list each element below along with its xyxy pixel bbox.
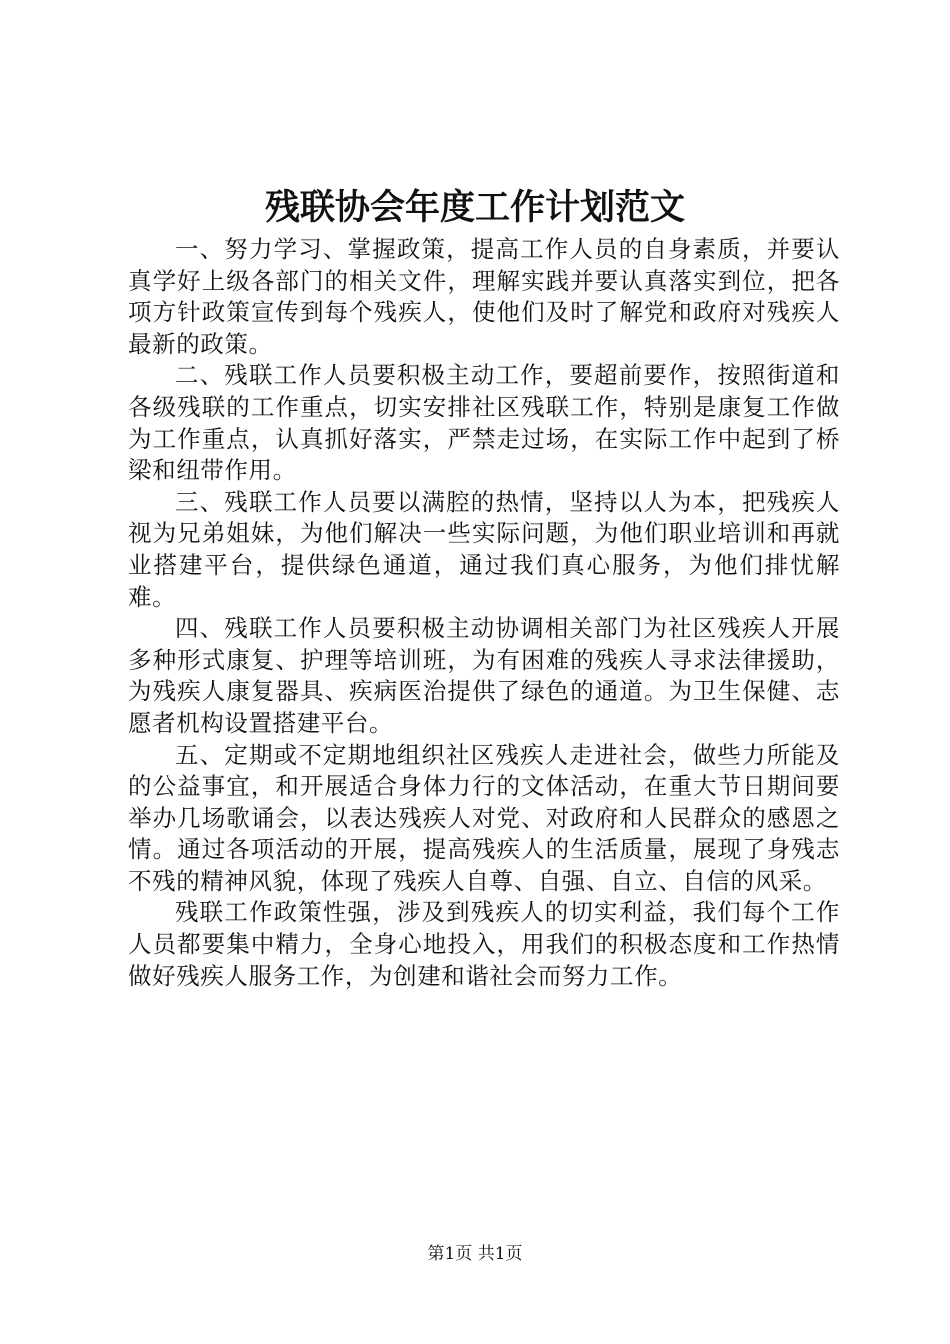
paragraph-1: 一、努力学习、掌握政策，提高工作人员的自身素质，并要认真学好上级各部门的相关文件，理解实践并要认真落实到位，把各项方针政策宣传到每个残疾人，使他们及时了解党和政府对残疾人最新的政策。 <box>128 235 840 358</box>
paragraph-2: 二、残联工作人员要积极主动工作，要超前要作，按照街道和各级残联的工作重点，切实安排社区残联工作，特别是康复工作做为工作重点，认真抓好落实，严禁走过场，在实际工作中起到了桥梁和纽带作用。 <box>128 361 840 485</box>
paragraph-6: 残联工作政策性强，涉及到残疾人的切实利益，我们每个工作人员都要集中精力，全身心地投入，用我们的积极态度和工作热情做好残疾人服务工作，为创建和谐社会而努力工作。 <box>128 898 840 990</box>
document-title: 残联协会年度工作计划范文 <box>264 187 685 228</box>
paragraph-4: 四、残联工作人员要积极主动协调相关部门为社区残疾人开展多种形式康复、护理等培训班，为有困难的残疾人寻求法律援助，为残疾人康复器具、疾病医治提供了绿色的通道。为卫生保健、志愿者机构设置搭建平台。 <box>128 614 840 737</box>
paragraph-3: 三、残联工作人员要以满腔的热情，坚持以人为本，把残疾人视为兄弟姐妹，为他们解决一些实际问题，为他们职业培训和再就业搭建平台，提供绿色通道，通过我们真心服务，为他们排忧解难。 <box>128 487 840 611</box>
paragraph-5: 五、定期或不定期地组织社区残疾人走进社会，做些力所能及的公益事宜，和开展适合身体力行的文体活动，在重大节日期间要举办几场歌诵会，以表达残疾人对党、对政府和人民群众的感恩之情。通过各项活动的开展，提高残疾人的生活质量，展现了身残志不残的精神风貌，体现了残疾人自尊、自强、自立、自信的风采。 <box>128 740 840 895</box>
page-number-footer: 第1页 共1页 <box>427 1244 523 1264</box>
document-body <box>128 234 840 992</box>
